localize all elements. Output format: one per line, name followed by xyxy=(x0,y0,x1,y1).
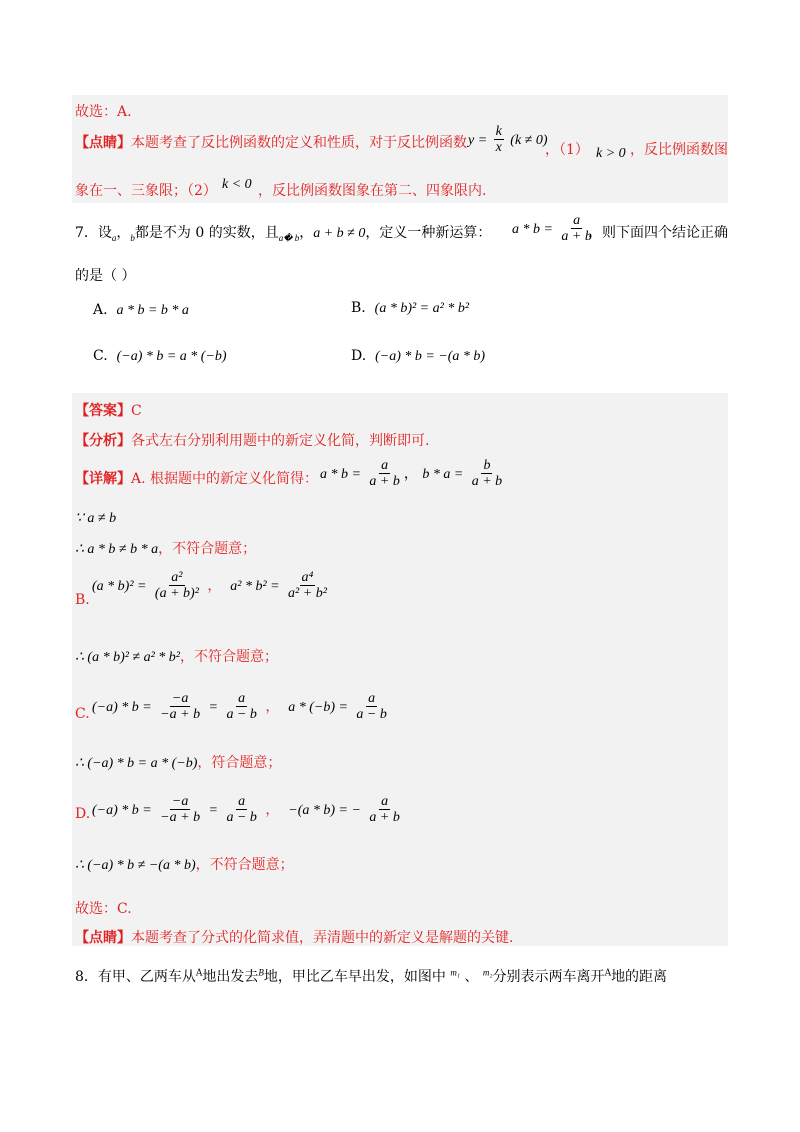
den: a + b xyxy=(369,474,400,490)
comment-text: 本题考查了分式的化简求值，弄清题中的新定义是解题的关键. xyxy=(131,930,514,946)
lhs: (−a) * b = xyxy=(92,699,152,715)
den: a + b xyxy=(471,474,503,490)
option-expr: (−a) * b = −(a * b) xyxy=(375,349,486,364)
func-num: k xyxy=(495,124,502,139)
sep: 、 xyxy=(464,969,479,985)
text: 地的距离 xyxy=(611,969,668,985)
comment-tag: 【点睛】 xyxy=(75,930,131,946)
verdict: ，不符合题意； xyxy=(158,541,257,557)
q6-choice: 故选：A. xyxy=(75,104,132,120)
num: −a xyxy=(171,691,189,706)
num: b xyxy=(483,458,491,473)
q7-stem-line2: 的是（ ） xyxy=(75,268,136,284)
option-label: D. xyxy=(351,348,367,364)
analysis-tag: 【分析】 xyxy=(75,433,131,449)
sep: ， xyxy=(207,577,222,594)
func-den: x xyxy=(495,140,502,156)
sep: ， xyxy=(116,225,131,241)
lhs: a * b = xyxy=(320,466,361,482)
def-num: a xyxy=(573,213,581,228)
var-b: b xyxy=(130,232,135,243)
den: −a + b xyxy=(160,810,201,826)
func-cond: (k ≠ 0) xyxy=(510,132,548,148)
option-expr: (−a) * b = a * (−b) xyxy=(116,349,227,364)
eq: = xyxy=(208,699,218,715)
cond-sum: a + b ≠ 0 xyxy=(313,226,366,241)
lhs: (a * b)² = xyxy=(92,578,147,594)
q6-cond2: k < 0 xyxy=(222,177,252,192)
option-label: B. xyxy=(351,300,366,316)
option-label: C. xyxy=(93,348,108,364)
den: −a + b xyxy=(160,707,201,723)
detail-intro: A. 根据题中的新定义化简得： xyxy=(131,471,319,487)
d-label: D. xyxy=(75,806,91,822)
therefore-d-line xyxy=(75,854,294,874)
c-label: C. xyxy=(75,706,90,722)
var-a: a xyxy=(111,232,117,243)
text: 地出发去 xyxy=(202,969,259,985)
def-den: a + b xyxy=(561,229,592,245)
comment-text: 本题考查了反比例函数的定义和性质，对于反比例函数 xyxy=(131,135,467,151)
point-b: B xyxy=(258,967,264,978)
cond-garbled: a� b xyxy=(278,232,300,243)
q6-comment-line2: 象在一、三象限；（2） xyxy=(75,183,217,199)
num: a xyxy=(238,691,246,706)
num: a xyxy=(368,691,376,706)
den: a − b xyxy=(226,810,257,826)
sep: ， xyxy=(265,698,280,715)
answer-tag: 【答案】 xyxy=(75,403,131,419)
q7-stem xyxy=(75,222,491,244)
q8-stem xyxy=(75,966,667,986)
expr: ∴ (−a) * b ≠ −(a * b) xyxy=(75,858,196,873)
answer-line xyxy=(75,400,142,420)
detail-d-formula xyxy=(92,794,404,826)
lhs: b * a = xyxy=(422,466,464,482)
analysis-line xyxy=(75,430,429,450)
q6-comment-c2: ，反比例函数图 xyxy=(630,142,728,158)
eq: = xyxy=(208,802,218,818)
option-expr: a * b = b * a xyxy=(116,303,189,318)
q7-number: 7．设 xyxy=(75,225,112,241)
den: a + b xyxy=(369,810,400,826)
den: a − b xyxy=(356,707,387,723)
q6-comment-c1: ，（1） xyxy=(545,142,589,158)
num: a⁴ xyxy=(301,570,314,585)
point-a: A xyxy=(604,968,612,979)
func-lhs: y = xyxy=(468,132,488,148)
m2: m₂ xyxy=(482,967,493,978)
text: 8．有甲、乙两车从 xyxy=(75,969,196,985)
option-label: A. xyxy=(93,302,108,318)
option-a[interactable] xyxy=(93,302,189,319)
q7-stem-c: ，则下面四个结论正确 xyxy=(588,225,728,241)
b-label: B. xyxy=(75,592,90,608)
therefore-b-line xyxy=(75,646,278,666)
lhs: (−a) * b = xyxy=(92,802,152,818)
num: −a xyxy=(171,794,189,809)
num: a xyxy=(381,794,389,809)
detail-line xyxy=(75,468,318,488)
analysis: 各式左右分别利用题中的新定义化简，判断即可. xyxy=(131,433,430,449)
stem-b: ，定义一种新运算： xyxy=(365,225,492,241)
text: 地，甲比乙车早出发，如图中 xyxy=(263,969,446,985)
therefore-a-line xyxy=(75,538,256,558)
q6-comment xyxy=(75,132,467,152)
lhs: a * (−b) = xyxy=(288,699,348,715)
comment-tag: 【点睛】 xyxy=(75,135,131,151)
therefore-c-line xyxy=(75,752,281,772)
verdict: ，符合题意； xyxy=(197,755,282,771)
option-d[interactable] xyxy=(351,348,485,365)
option-b[interactable] xyxy=(351,300,469,317)
den: (a + b)² xyxy=(154,586,199,602)
answer: C xyxy=(131,403,142,419)
option-expr: (a * b)² = a² * b² xyxy=(374,301,470,316)
stem-a: 都是不为 0 的实数，且 xyxy=(134,225,279,241)
m1: m₁ xyxy=(450,967,461,978)
option-c[interactable] xyxy=(93,348,227,365)
sep: ， xyxy=(299,225,314,241)
sep: ， xyxy=(403,465,418,482)
den: a² + b² xyxy=(288,586,327,602)
q6-function-formula xyxy=(468,124,548,156)
detail-b-formula xyxy=(92,570,331,602)
lhs: −(a * b) = − xyxy=(288,802,361,818)
expr: ∴ a * b ≠ b * a xyxy=(75,542,159,557)
detail-a-formula xyxy=(320,458,506,490)
num: a² xyxy=(171,570,183,585)
num: a xyxy=(238,794,246,809)
verdict: ，不符合题意； xyxy=(180,649,279,665)
expr: ∴ (a * b)² ≠ a² * b² xyxy=(75,650,181,665)
text: 分别表示两车离开 xyxy=(492,969,605,985)
expr: ∴ (−a) * b = a * (−b) xyxy=(75,756,198,771)
def-lhs: a * b = xyxy=(512,221,553,237)
num: a xyxy=(381,458,389,473)
q6-comment-line2b: ，反比例函数图象在第二、四象限内. xyxy=(258,183,487,199)
detail-c-formula xyxy=(92,691,391,723)
detail-tag: 【详解】 xyxy=(75,471,131,487)
q7-choice: 故选：C. xyxy=(75,901,132,917)
sep: ， xyxy=(265,801,280,818)
verdict: ，不符合题意； xyxy=(195,857,294,873)
den: a − b xyxy=(226,707,257,723)
q7-definition xyxy=(512,213,596,245)
q6-cond1: k > 0 xyxy=(596,146,626,161)
lhs: a² * b² = xyxy=(230,578,280,594)
q7-comment xyxy=(75,927,513,947)
because-line: ∵ a ≠ b xyxy=(75,511,117,526)
point-a: A xyxy=(195,968,203,979)
